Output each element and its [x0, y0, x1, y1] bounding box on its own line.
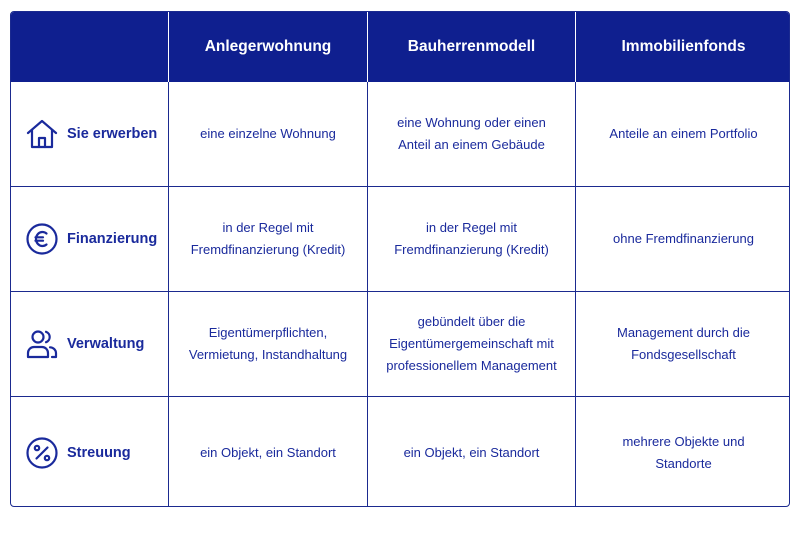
cell-text: in der Regel mit Fremdfinanzierung (Kredit) [394, 220, 549, 257]
comparison-table [10, 11, 790, 507]
cell-text: Anteile an einem Portfolio [609, 126, 758, 141]
cell-text: eine Wohnung oder einen Anteil an einem Gebäude [397, 115, 546, 152]
percent-icon [25, 436, 59, 470]
table-cell [576, 397, 790, 507]
house-icon [25, 117, 59, 151]
cell-text: ein Objekt, ein Standort [403, 444, 540, 460]
table-cell [169, 187, 368, 292]
table-cell [368, 187, 576, 292]
row-label-text: Sie erwerben [67, 126, 158, 142]
row-label-finanzierung [11, 187, 169, 292]
row-label-text: Streuung [67, 444, 131, 461]
cell-text: Management durch die Fondsgesellschaft [617, 325, 750, 362]
row-label-text: Finanzierung [67, 231, 158, 247]
header-bauherrenmodell: Bauherrenmodell [368, 12, 576, 82]
header-immobilienfonds: Immobilienfonds [576, 12, 790, 82]
table-cell [368, 292, 576, 397]
header-corner-cell [11, 12, 169, 82]
row-label-sie-erwerben [11, 82, 169, 187]
header-anlegerwohnung: Anlegerwohnung [169, 12, 368, 82]
cell-text: mehrere Objekte und Standorte [622, 433, 745, 471]
table-cell [368, 397, 576, 507]
table-cell [576, 292, 790, 397]
cell-text: eine einzelne Wohnung [200, 126, 336, 141]
table-cell [169, 292, 368, 397]
euro-icon [25, 222, 59, 256]
table-cell [169, 82, 368, 187]
table-cell [368, 82, 576, 187]
cell-text: in der Regel mit Fremdfinanzierung (Kredit) [190, 220, 346, 257]
table-cell [576, 82, 790, 187]
cell-text: Eigentümerpflichten, Vermietung, Instandhaltung [188, 325, 348, 362]
cell-text: ein Objekt, ein Standort [200, 444, 336, 460]
cell-text: gebündelt über die Eigentümergemeinschaft mit professionellem Management [386, 314, 557, 373]
row-label-streuung [11, 397, 169, 507]
row-label-text: Verwaltung [67, 336, 145, 352]
cell-text: ohne Fremdfinanzierung [613, 231, 754, 246]
row-label-verwaltung [11, 292, 169, 397]
table-cell [169, 397, 368, 507]
users-icon [25, 327, 59, 361]
table-cell [576, 187, 790, 292]
